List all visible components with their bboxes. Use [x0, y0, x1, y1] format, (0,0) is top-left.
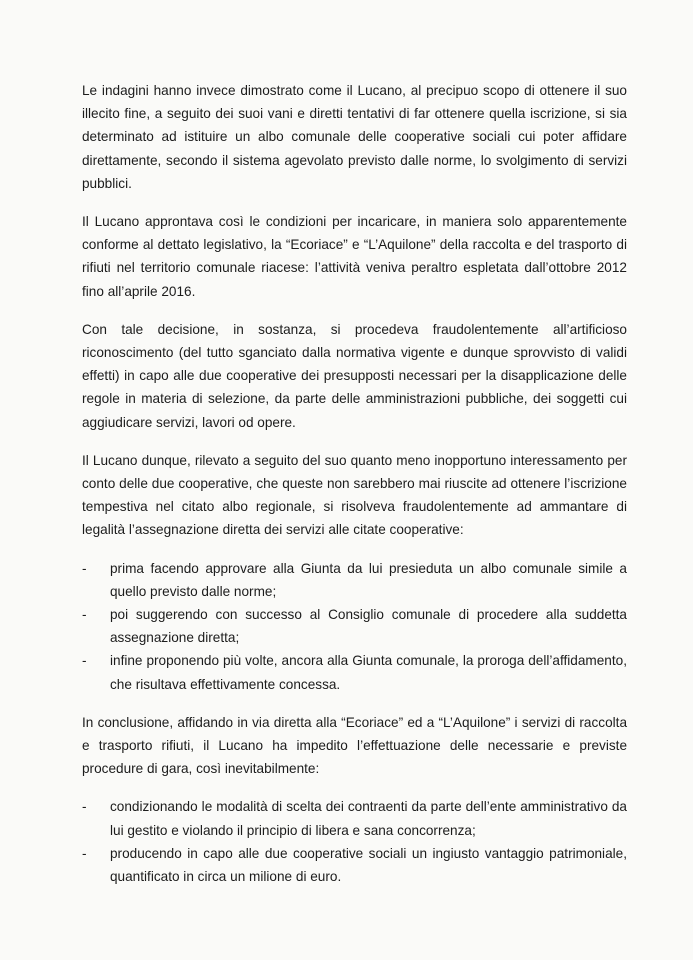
- list-item-text: producendo in capo alle due cooperative sociali un ingiusto vantaggio patrimoniale, quantificato in circa un milione di euro.: [110, 845, 627, 885]
- paragraph-3: Con tale decisione, in sostanza, si procedeva fraudolentemente all’artificioso riconoscimento (del tutto sganciato dalla normativa vigente e dunque sprovvisto di validi effetti) in capo alle due cooperative dei presupposti necessari per la disapplicazione delle regole in materia di selezione, da parte delle amministrazioni pubbliche, dei soggetti cui aggiudicare servizi, lavori od opere.: [82, 321, 627, 430]
- bullet-dash: -: [82, 653, 87, 669]
- document-body: [82, 79, 627, 903]
- bullet-list-2: [82, 795, 627, 888]
- bullet-dash: -: [82, 799, 87, 815]
- list-item: [82, 649, 627, 695]
- bullet-dash: -: [82, 845, 87, 861]
- list-item: [82, 603, 627, 649]
- list-item-text: condizionando le modalità di scelta dei contraenti da parte dell’ente amministrativo da lui gestito e violando il principio di libera e sana concorrenza;: [110, 799, 627, 838]
- list-item-text: poi suggerendo con successo al Consiglio comunale di procedere alla suddetta assegnazione diretta;: [110, 607, 627, 646]
- bullet-dash: -: [82, 560, 87, 576]
- list-item-text: infine proponendo più volte, ancora alla Giunta comunale, la proroga dell’affidamento, che risultava effettivamente concessa.: [110, 653, 627, 692]
- bullet-dash: -: [82, 607, 87, 623]
- list-item: [82, 842, 627, 888]
- paragraph-2: Il Lucano approntava così le condizioni per incaricare, in maniera solo apparentemente conforme al dettato legislativo, la “Ecoriace” e “L’Aquilone” della raccolta e del trasporto di rifiuti nel territorio comunale riacese: l’attività veniva peraltro espletata dall’ottobre 2012 fino all’aprile 2016.: [82, 214, 627, 299]
- paragraph-1: Le indagini hanno invece dimostrato come il Lucano, al precipuo scopo di ottenere il suo illecito fine, a seguito dei suoi vani e diretti tentativi di far ottenere quella iscrizione, si sia determinato ad istituire un albo comunale delle cooperative sociali cui poter affidare direttamente, secondo il sistema agevolato previsto dalle norme, lo svolgimento di servizi pubblici.: [82, 83, 627, 191]
- bullet-list-1: [82, 557, 627, 696]
- list-item: [82, 795, 627, 841]
- paragraph-5: In conclusione, affidando in via diretta alla “Ecoriace” ed a “L’Aquilone” i servizi di raccolta e trasporto rifiuti, il Lucano ha impedito l’effettuazione delle necessarie e previste procedure di gara, così inevitabilmente:: [82, 714, 627, 777]
- list-item-text: prima facendo approvare alla Giunta da lui presieduta un albo comunale simile a quello previsto dalle norme;: [110, 560, 627, 599]
- paragraph-4: Il Lucano dunque, rilevato a seguito del suo quanto meno inopportuno interessamento per conto delle due cooperative, che queste non sarebbero mai riuscite ad ottenere l’iscrizione tempestiva nel citato albo regionale, si risolveva fraudolentemente ad ammantare di legalità l’assegnazione diretta dei servizi alle citate cooperative:: [82, 452, 627, 538]
- list-item: [82, 557, 627, 603]
